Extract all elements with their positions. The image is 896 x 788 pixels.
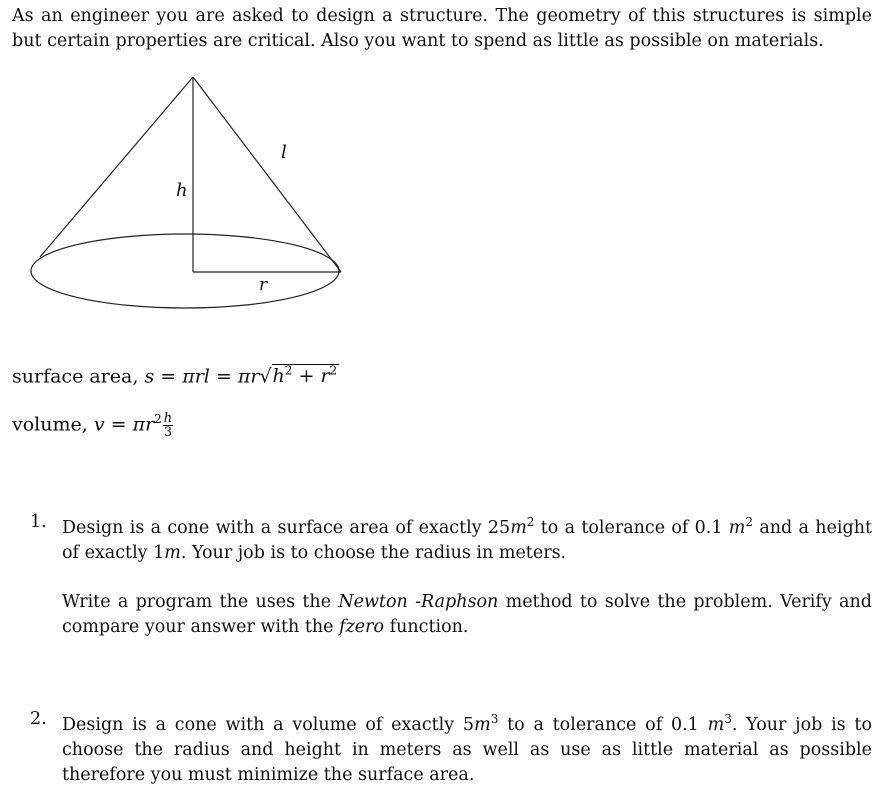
label-r: r bbox=[259, 275, 268, 295]
item-number: 2. bbox=[30, 709, 47, 729]
item-text: Design is a cone with a surface area of exactly $25m^2$ to a tolerance of 0.1 $m^2$ and a height of exactly 1m. Your job is to choose the radius in meters. bbox=[62, 515, 872, 563]
volume-label: volume, bbox=[12, 413, 88, 436]
intro-paragraph: As an engineer you are asked to design a structure. The geometry of this structures is simple but certain properties are critical. Also you want to spend as little as possible on materials. bbox=[12, 6, 872, 51]
list-item-2 bbox=[30, 707, 872, 788]
cone-slant-edge bbox=[193, 77, 341, 272]
cone-figure bbox=[28, 68, 354, 320]
list-item-1-paragraph-2 bbox=[30, 590, 872, 640]
volume-formula: volume, $v = \pi r^2$ $\frac{h}{3}$ bbox=[12, 411, 173, 440]
list-item-1 bbox=[30, 510, 872, 566]
item-text: Design is a cone with a volume of exactly $5m^3$ to a tolerance of 0.1 $m^3$. Your job is to choose the radius and height in meters as well as use as little material as possible therefore you must minimize the surface area. bbox=[62, 712, 873, 785]
item-text: Write a program the uses the Newton -Raphson method to solve the problem. Verify and compare your answer with the fzero function. bbox=[62, 592, 872, 637]
label-l: l bbox=[281, 142, 287, 163]
cone-diagram bbox=[28, 68, 354, 320]
surface-area-label: surface area, bbox=[12, 365, 139, 388]
item-number: 1. bbox=[30, 512, 47, 532]
cone-left-edge bbox=[40, 77, 193, 257]
cone-base-ellipse bbox=[31, 234, 339, 308]
label-h: h bbox=[176, 180, 188, 201]
surface-area-formula: surface area, $s = \pi rl = \pi r√h^2 + r^2$ bbox=[12, 364, 338, 388]
